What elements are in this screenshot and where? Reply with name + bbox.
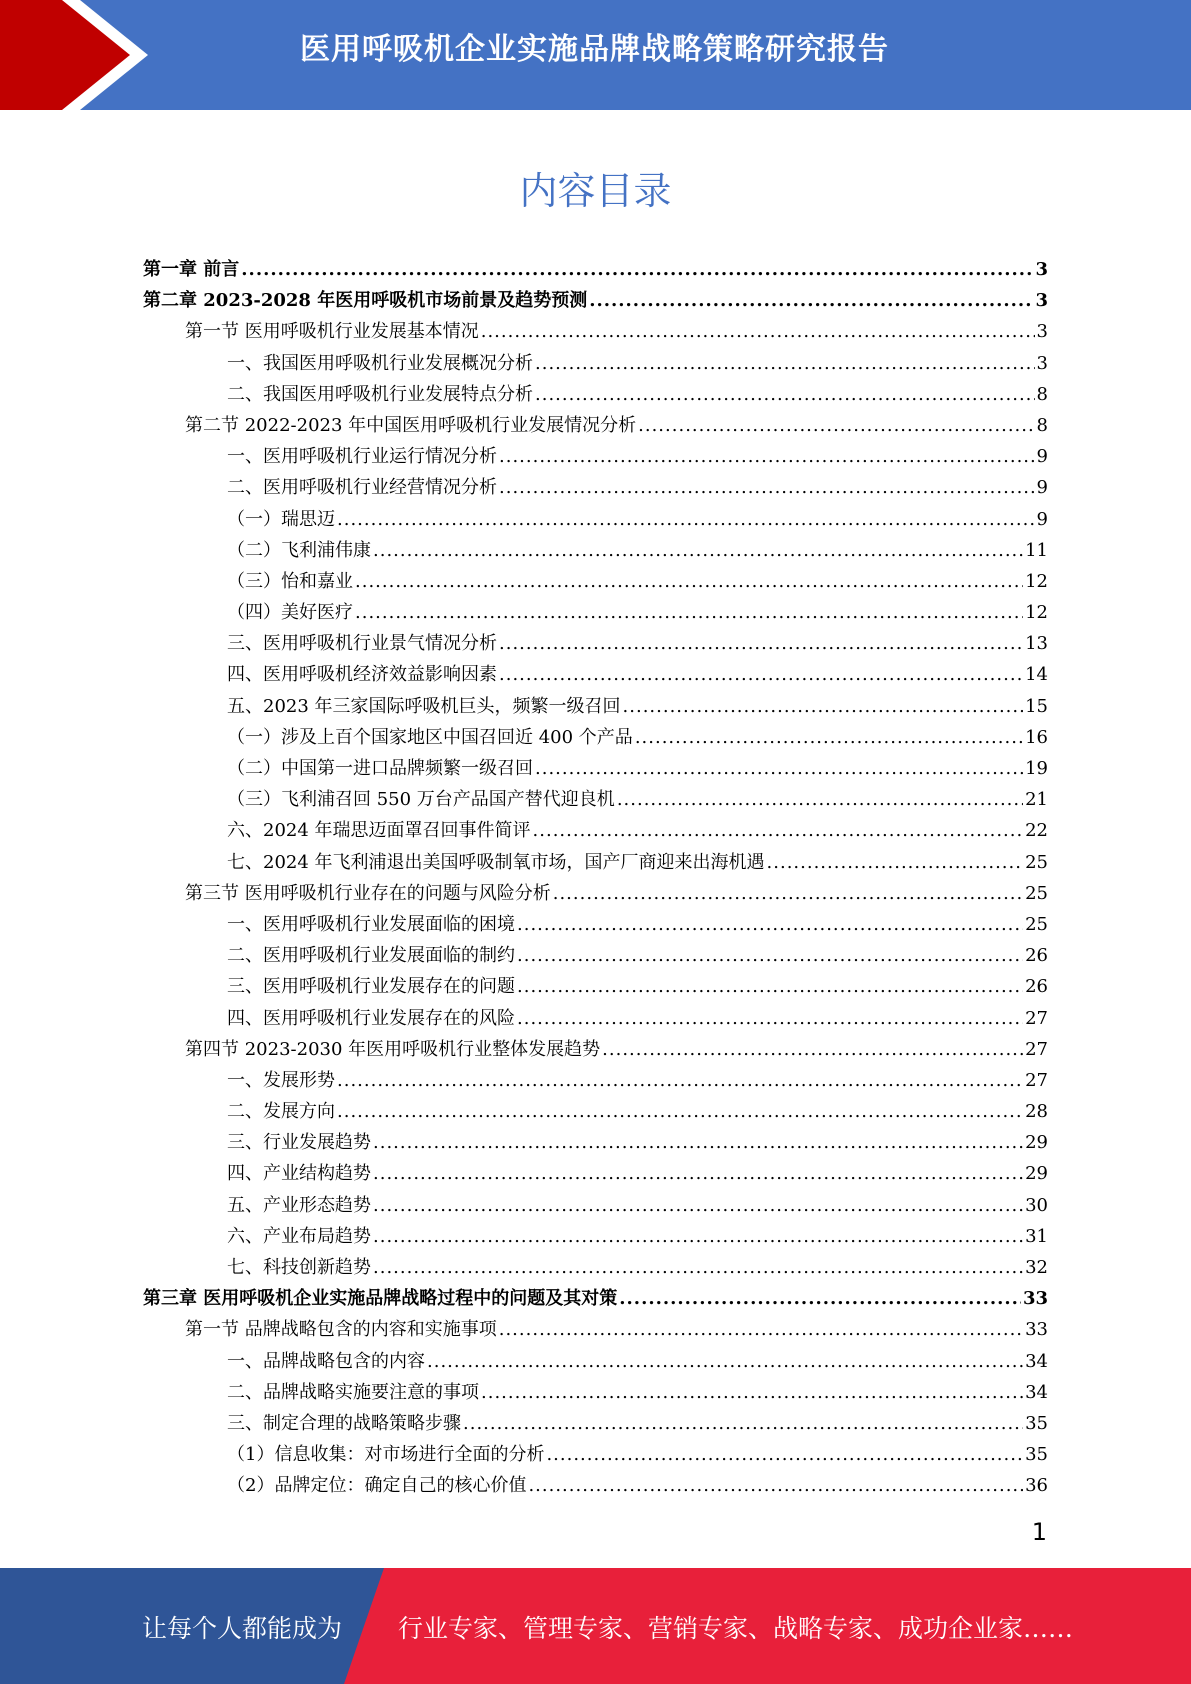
toc-entry-text: 第一节 医用呼吸机行业发展基本情况 bbox=[185, 321, 479, 343]
toc-entry-text: （二）中国第一进口品牌频繁一级召回 bbox=[227, 758, 533, 779]
toc-entry[interactable] bbox=[143, 1253, 1048, 1284]
header-arrow-decoration bbox=[0, 0, 300, 110]
toc-entry-text: （一）涉及上百个国家地区中国召回近 400 个产品 bbox=[227, 726, 633, 748]
toc-entry[interactable] bbox=[143, 692, 1048, 723]
toc-entry[interactable] bbox=[143, 1159, 1048, 1190]
toc-entry[interactable] bbox=[143, 442, 1048, 473]
toc-leader-dots bbox=[535, 353, 1035, 374]
toc-leader-dots bbox=[481, 1382, 1023, 1403]
toc-entry-page: 29 bbox=[1025, 1163, 1048, 1185]
toc-entry-text: 一、我国医用呼吸机行业发展概况分析 bbox=[227, 352, 533, 374]
toc-entry-page: 22 bbox=[1025, 820, 1048, 842]
toc-leader-dots bbox=[517, 976, 1023, 997]
toc-entry-page: 9 bbox=[1036, 477, 1048, 499]
toc-entry[interactable] bbox=[143, 785, 1048, 816]
toc-leader-dots bbox=[619, 1288, 1021, 1309]
toc-entry[interactable] bbox=[143, 629, 1048, 660]
toc-entry[interactable] bbox=[143, 1035, 1048, 1066]
toc-entry-page: 9 bbox=[1036, 508, 1048, 530]
toc-leader-dots bbox=[499, 477, 1035, 498]
toc-entry[interactable] bbox=[143, 1440, 1048, 1471]
toc-entry-page: 26 bbox=[1025, 945, 1048, 967]
toc-entry-text: 三、制定合理的战略策略步骤 bbox=[227, 1412, 461, 1434]
toc-entry-text: 第三章 医用呼吸机企业实施品牌战略过程中的问题及其对策 bbox=[143, 1288, 618, 1310]
toc-entry-text: 三、医用呼吸机行业发展存在的问题 bbox=[227, 976, 515, 998]
toc-entry-page: 31 bbox=[1025, 1225, 1048, 1247]
toc-leader-dots bbox=[617, 789, 1023, 810]
toc-leader-dots bbox=[337, 1101, 1023, 1122]
toc-leader-dots bbox=[337, 1070, 1023, 1091]
toc-entry[interactable] bbox=[143, 1066, 1048, 1097]
toc-entry-text: 五、2023 年三家国际呼吸机巨头，频繁一级召回 bbox=[227, 695, 621, 717]
toc-heading: 内容目录 bbox=[519, 169, 672, 213]
toc-entry[interactable] bbox=[143, 1315, 1048, 1346]
toc-entry[interactable] bbox=[143, 1409, 1048, 1440]
footer-slogan-right: 行业专家、管理专家、营销专家、战略专家、成功企业家…… bbox=[398, 1614, 1074, 1643]
toc-entry-page: 12 bbox=[1025, 602, 1048, 624]
toc-entry-text: 第四节 2023-2030 年医用呼吸机行业整体发展趋势 bbox=[185, 1038, 601, 1060]
toc-entry-page: 27 bbox=[1025, 1038, 1048, 1060]
toc-entry-page: 9 bbox=[1036, 446, 1048, 468]
toc-leader-dots bbox=[499, 1319, 1023, 1340]
toc-entry-text: （三）怡和嘉业 bbox=[227, 570, 353, 592]
footer-slogan-left: 让每个人都能成为 bbox=[142, 1614, 343, 1643]
toc-entry-page: 12 bbox=[1025, 570, 1048, 592]
toc-entry-text: 四、医用呼吸机行业发展存在的风险 bbox=[227, 1007, 515, 1029]
toc-entry-page: 34 bbox=[1025, 1381, 1048, 1403]
toc-leader-dots bbox=[623, 696, 1024, 717]
toc-entry-page: 3 bbox=[1035, 290, 1048, 312]
toc-leader-dots bbox=[373, 1132, 1023, 1153]
toc-entry-page: 3 bbox=[1036, 321, 1048, 343]
toc-entry-page: 33 bbox=[1025, 1319, 1048, 1341]
toc-entry-text: （1）信息收集：对市场进行全面的分析 bbox=[227, 1444, 545, 1466]
toc-leader-dots bbox=[528, 1475, 1023, 1496]
toc-leader-dots bbox=[535, 384, 1035, 405]
toc-leader-dots bbox=[589, 290, 1033, 311]
toc-entry-text: 三、行业发展趋势 bbox=[227, 1132, 371, 1154]
toc-entry-page: 8 bbox=[1036, 414, 1048, 436]
report-title: 医用呼吸机企业实施品牌战略策略研究报告 bbox=[300, 32, 889, 67]
toc-leader-dots bbox=[373, 1226, 1023, 1247]
toc-entry-text: 第二节 2022-2023 年中国医用呼吸机行业发展情况分析 bbox=[185, 414, 637, 436]
toc-leader-dots bbox=[337, 509, 1035, 530]
toc-entry-page: 33 bbox=[1022, 1288, 1048, 1310]
toc-leader-dots bbox=[373, 1257, 1023, 1278]
toc-entry-page: 35 bbox=[1025, 1412, 1048, 1434]
toc-entry-text: 二、医用呼吸机行业经营情况分析 bbox=[227, 477, 497, 499]
toc-entry-page: 30 bbox=[1025, 1194, 1048, 1216]
toc-entry-text: 一、医用呼吸机行业发展面临的困境 bbox=[227, 913, 515, 935]
toc-leader-dots bbox=[602, 1039, 1023, 1060]
toc-entry-page: 35 bbox=[1025, 1444, 1048, 1466]
toc-entry[interactable] bbox=[143, 1128, 1048, 1159]
toc-entry-page: 26 bbox=[1025, 976, 1048, 998]
toc-entry[interactable] bbox=[143, 879, 1048, 910]
toc-entry-page: 25 bbox=[1025, 851, 1048, 873]
toc-entry-page: 3 bbox=[1035, 259, 1048, 280]
toc-entry-text: 二、医用呼吸机行业发展面临的制约 bbox=[227, 945, 515, 967]
toc-entry[interactable] bbox=[143, 1222, 1048, 1253]
toc-entry-text: （一）瑞思迈 bbox=[227, 508, 335, 530]
toc-entry[interactable] bbox=[143, 754, 1048, 785]
toc-entry-text: 五、产业形态趋势 bbox=[227, 1194, 371, 1216]
toc-entry-text: 四、产业结构趋势 bbox=[227, 1163, 371, 1185]
toc-leader-dots bbox=[635, 727, 1023, 748]
toc-entry[interactable] bbox=[143, 941, 1048, 972]
toc-entry-page: 28 bbox=[1025, 1101, 1048, 1123]
toc-leader-dots bbox=[767, 852, 1024, 873]
toc-entry-text: 二、发展方向 bbox=[227, 1101, 335, 1123]
toc-leader-dots bbox=[546, 1444, 1023, 1465]
toc-entry[interactable] bbox=[143, 910, 1048, 941]
toc-entry[interactable] bbox=[143, 286, 1048, 317]
toc-entry[interactable] bbox=[143, 567, 1048, 598]
toc-leader-dots bbox=[241, 259, 1033, 280]
toc-entry-page: 25 bbox=[1025, 882, 1048, 904]
toc-entry-page: 21 bbox=[1025, 789, 1048, 811]
toc-entry[interactable] bbox=[143, 1097, 1048, 1128]
toc-entry-page: 36 bbox=[1025, 1475, 1048, 1497]
toc-entry-text: 第一节 品牌战略包含的内容和实施事项 bbox=[185, 1319, 497, 1341]
toc-leader-dots bbox=[373, 1163, 1023, 1184]
toc-leader-dots bbox=[499, 446, 1035, 467]
toc-entry[interactable] bbox=[143, 1347, 1048, 1378]
toc-entry[interactable] bbox=[143, 317, 1048, 348]
toc-entry-page: 27 bbox=[1025, 1069, 1048, 1091]
toc-entry-page: 14 bbox=[1025, 664, 1048, 686]
toc-entry-page: 29 bbox=[1025, 1132, 1048, 1154]
toc-entry-page: 3 bbox=[1036, 352, 1048, 374]
toc-leader-dots bbox=[517, 945, 1023, 966]
toc-leader-dots bbox=[533, 820, 1024, 841]
toc-entry[interactable] bbox=[143, 411, 1048, 442]
toc-entry-text: （二）飞利浦伟康 bbox=[227, 539, 371, 561]
toc-entry[interactable] bbox=[143, 972, 1048, 1003]
toc-entry-text: 第一章 前言 bbox=[143, 259, 240, 280]
toc-entry[interactable] bbox=[143, 848, 1048, 879]
toc-leader-dots bbox=[355, 602, 1023, 623]
toc-entry-text: （2）品牌定位：确定自己的核心价值 bbox=[227, 1475, 527, 1497]
page-footer bbox=[0, 1568, 1191, 1684]
toc-entry-text: 一、品牌战略包含的内容 bbox=[227, 1350, 425, 1372]
page-header bbox=[0, 0, 1191, 110]
toc-entry[interactable] bbox=[143, 816, 1048, 847]
toc-leader-dots bbox=[373, 540, 1023, 561]
toc-leader-dots bbox=[463, 1413, 1023, 1434]
toc-entry-text: （三）飞利浦召回 550 万台产品国产替代迎良机 bbox=[227, 789, 615, 811]
toc-entry-text: 四、医用呼吸机经济效益影响因素 bbox=[227, 664, 497, 686]
toc-entry[interactable] bbox=[143, 660, 1048, 691]
toc-entry-page: 19 bbox=[1025, 758, 1048, 779]
toc-leader-dots bbox=[499, 633, 1023, 654]
toc-entry-page: 8 bbox=[1036, 383, 1048, 405]
toc-leader-dots bbox=[499, 664, 1023, 685]
table-of-contents bbox=[143, 255, 1048, 1503]
toc-entry[interactable] bbox=[143, 349, 1048, 380]
toc-leader-dots bbox=[517, 1008, 1023, 1029]
toc-entry[interactable] bbox=[143, 380, 1048, 411]
toc-entry[interactable] bbox=[143, 1378, 1048, 1409]
toc-entry[interactable] bbox=[143, 1191, 1048, 1222]
toc-entry-text: 三、医用呼吸机行业景气情况分析 bbox=[227, 633, 497, 655]
page-number: 1 bbox=[1031, 1518, 1047, 1546]
toc-entry[interactable] bbox=[143, 255, 1048, 286]
toc-entry[interactable] bbox=[143, 1004, 1048, 1035]
toc-entry-text: （四）美好医疗 bbox=[227, 602, 353, 624]
toc-entry[interactable] bbox=[143, 598, 1048, 629]
toc-entry[interactable] bbox=[143, 723, 1048, 754]
toc-entry-text: 二、品牌战略实施要注意的事项 bbox=[227, 1381, 479, 1403]
toc-leader-dots bbox=[373, 1195, 1023, 1216]
toc-leader-dots bbox=[481, 321, 1035, 342]
toc-leader-dots bbox=[355, 571, 1023, 592]
toc-leader-dots bbox=[553, 883, 1023, 904]
toc-entry-page: 34 bbox=[1025, 1350, 1048, 1372]
toc-entry[interactable] bbox=[143, 505, 1048, 536]
toc-entry-page: 15 bbox=[1025, 695, 1048, 717]
toc-entry-text: 七、科技创新趋势 bbox=[227, 1257, 371, 1278]
toc-entry-page: 13 bbox=[1025, 633, 1048, 655]
toc-entry[interactable] bbox=[143, 1284, 1048, 1315]
toc-entry-text: 一、发展形势 bbox=[227, 1069, 335, 1091]
toc-entry-page: 11 bbox=[1025, 539, 1048, 561]
toc-entry-page: 25 bbox=[1025, 913, 1048, 935]
toc-entry-page: 16 bbox=[1025, 726, 1048, 748]
toc-leader-dots bbox=[517, 914, 1023, 935]
toc-entry-page: 32 bbox=[1025, 1257, 1048, 1278]
toc-entry-text: 六、2024 年瑞思迈面罩召回事件简评 bbox=[227, 820, 531, 842]
toc-entry-page: 27 bbox=[1025, 1007, 1048, 1029]
toc-entry-text: 六、产业布局趋势 bbox=[227, 1225, 371, 1247]
toc-entry-text: 二、我国医用呼吸机行业发展特点分析 bbox=[227, 383, 533, 405]
toc-entry-text: 七、2024 年飞利浦退出美国呼吸制氧市场，国产厂商迎来出海机遇 bbox=[227, 851, 765, 873]
toc-entry-text: 第三节 医用呼吸机行业存在的问题与风险分析 bbox=[185, 882, 551, 904]
toc-entry[interactable] bbox=[143, 1471, 1048, 1502]
toc-entry-text: 第二章 2023-2028 年医用呼吸机市场前景及趋势预测 bbox=[143, 290, 588, 312]
toc-leader-dots bbox=[535, 758, 1023, 779]
toc-entry[interactable] bbox=[143, 536, 1048, 567]
toc-leader-dots bbox=[638, 415, 1034, 436]
toc-entry-text: 一、医用呼吸机行业运行情况分析 bbox=[227, 446, 497, 468]
toc-leader-dots bbox=[427, 1351, 1023, 1372]
toc-entry[interactable] bbox=[143, 473, 1048, 504]
